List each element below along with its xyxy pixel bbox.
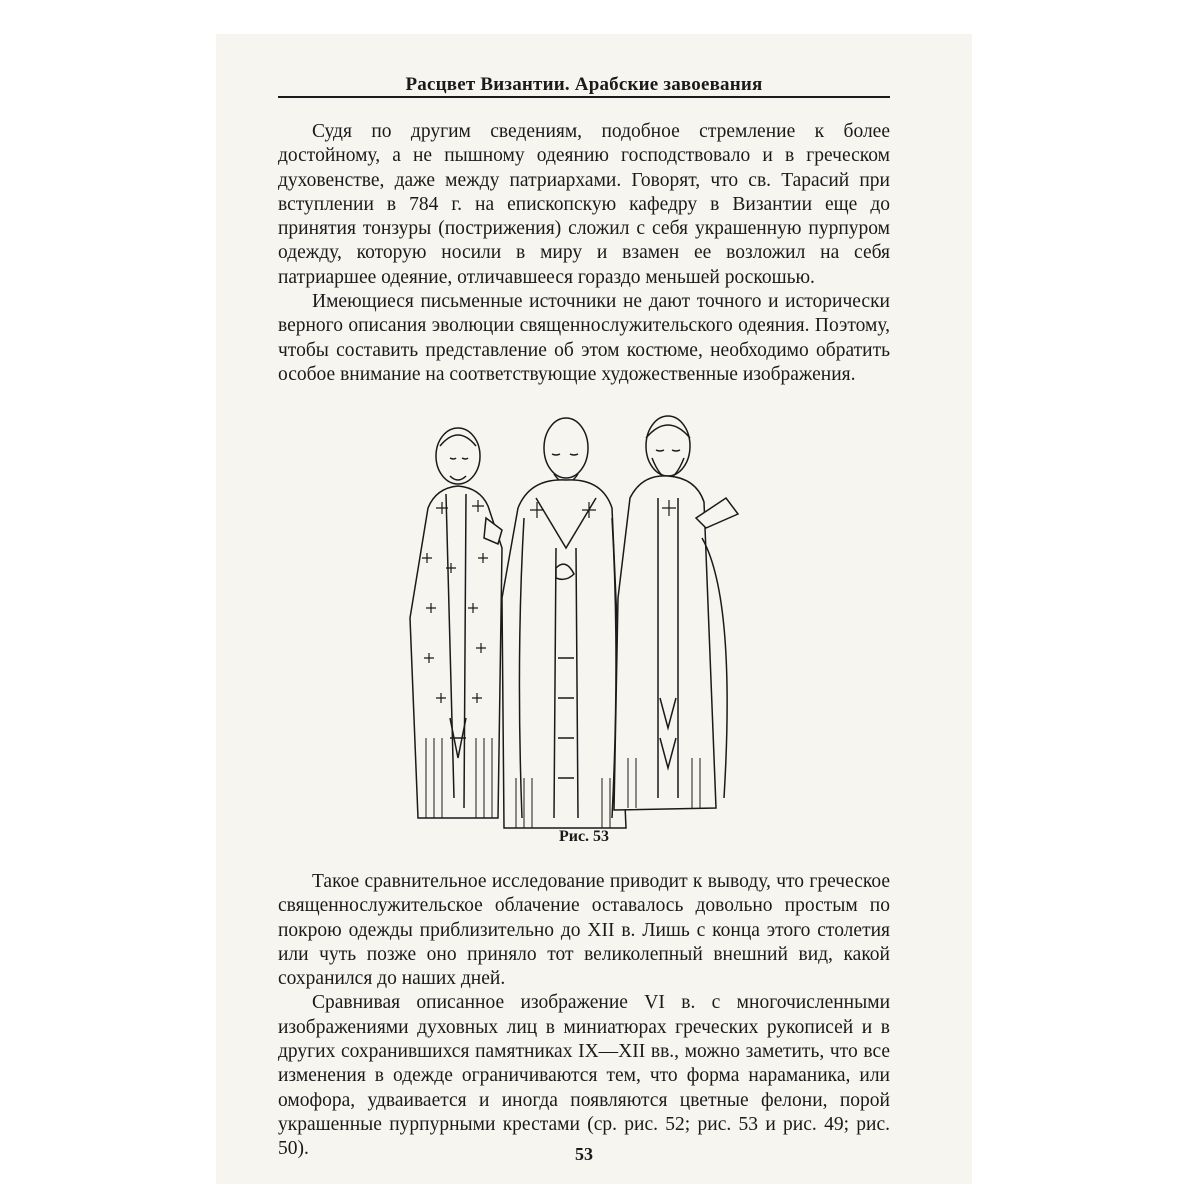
figure-caption: Рис. 53 [558,828,610,845]
illustration-three-clergymen [406,398,746,848]
clergyman-right-figure [614,416,738,810]
text-block-top [278,120,890,387]
paragraph: Сравнивая описанное изображение VI в. с многочисленными изображениями духовных лиц в миниатюрах греческих рукописей и в других сохранившихся памятниках IX—XII вв., можно заметить, что все изменения в одежде ограничиваются тем, что форма нараманика, или омофора, удваивается и иногда появляются цветные фелони, порой украшенные пурпурными крестами (ср. рис. 52; рис. 53 и рис. 49; рис. 50). [278,992,890,1160]
book-page [216,34,972,1184]
text-block-bottom [278,870,890,1162]
paragraph: Судя по другим сведениям, подобное стремление к более достойному, а не пышному одеянию господствовало и в греческом духовенстве, даже между патриархами. Говорят, что св. Тарасий при вступлении в 784 г. на епископскую кафедру в Византии еще до принятия тонзуры (пострижения) сложил с себя украшенную пурпуром одежду, которую носили в миру и взамен ее возложил на себя патриаршее одеяние, отличавшееся гораздо меньшей роскошью. [278,121,890,288]
header-rule [278,96,890,98]
clergyman-left-figure [410,428,502,818]
paragraph: Имеющиеся письменные источники не дают точного и исторически верного описания эволюции священнослужительского одеяния. Поэтому, чтобы составить представление об этом костюме, необходимо обратить особое внимание на соответствующие художественные изображения. [278,291,890,385]
running-head: Расцвет Византии. Арабские завоевания [405,74,763,95]
page-number: 53 [575,1144,593,1164]
clergyman-middle-figure [502,418,626,828]
paragraph: Такое сравнительное исследование приводит к выводу, что греческое священнослужительское облачение оставалось довольно простым по покрою одежды приблизительно до XII в. Лишь с конца этого столетия или чуть позже оно приняло тот великолепный внешний вид, какой сохранился до наших дней. [278,871,890,990]
